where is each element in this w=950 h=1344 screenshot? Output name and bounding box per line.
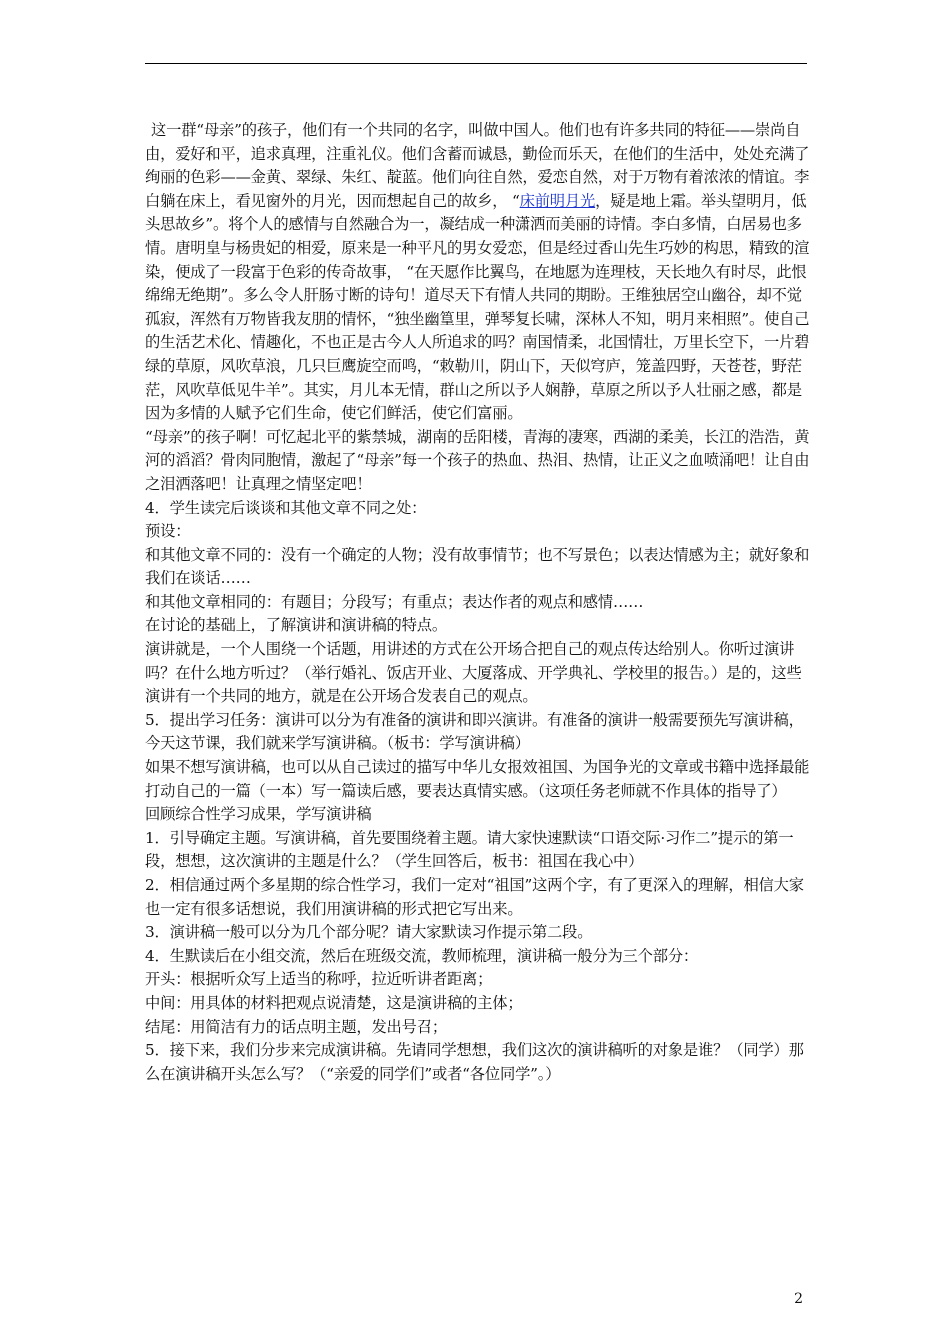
paragraph-text: ，疑是地上霜。举头望明月，低头思故乡”。将个人的感情与自然融合为一，凝结成一种潇洒而美丽的诗情。李白多情，白居易也多情。唐明皇与杨贵妃的相爱，原来是一种平凡的男女爱恋，但是经过香山先生巧妙的构思，精致的渲染，便成了一段富于色彩的传奇故事， “在天愿作比翼鸟，在地愿为连理枝，天长地久有时尽，此恨绵绵无绝期”。多么令人肝肠寸断的诗句！道尽天下有情人共同的期盼。王维独居空山幽谷，却不觉孤寂，浑然有万物皆我友朋的情怀，“独坐幽篁里，弹琴复长啸，深林人不知，明月来相照”。使自己的生活艺术化、情趣化，不也正是古今人人所追求的吗？南国情柔，北国情壮，万里长空下，一片碧绿的草原，风吹草浪，几只巨鹰旋空而鸣，“敕勒川，阴山下，天似穹庐，笼盖四野，天苍苍，野茫茫，风吹草低见牛羊”。其实，月儿本无情，群山之所以予人娴静，草原之所以予人壮丽之感，都是因为多情的人赋予它们生命，使它们鲜活，使它们富丽。 [145,191,810,423]
step-3-parts: 3．演讲稿一般可以分为几个部分呢？请大家默读习作提示第二段。 [145,923,593,942]
structure-opening: 开头：根据听众写上适当的称呼，拉近听讲者距离； [145,970,493,989]
alternative-task: 如果不想写演讲稿，也可以从自己读过的描写中华儿女报效祖国、为国争光的文章或书籍中选择最能打动自己的一篇（一本）写一篇读后感，要表达真情实感。（这项任务老师就不作具体的指导了） [145,758,810,800]
paragraph-mother-children: “母亲”的孩子啊！可忆起北平的紫禁城，湖南的岳阳楼，青海的凄寒，西湖的柔美，长江的浩浩，黄河的滔滔？骨肉同胞情，激起了“母亲”每一个孩子的热血、热泪、热情，让正义之血喷涌吧！让自由之泪洒落吧！让真理之情坚定吧！ [145,427,810,493]
structure-middle: 中间：用具体的材料把观点说清楚，这是演讲稿的主体； [145,993,523,1012]
speech-features: 在讨论的基础上，了解演讲和演讲稿的特点。 [145,616,447,635]
header-rule [145,63,807,64]
step-4-structure: 4．生默读后在小组交流，然后在班级交流，教师梳理，演讲稿一般分为三个部分： [145,946,699,965]
page-number: 2 [794,1291,803,1307]
preset-differences: 和其他文章不同的：没有一个确定的人物；没有故事情节；也不写景色；以表达情感为主；就好象和我们在谈话…… [145,545,810,588]
preset-label: 预设： [145,522,191,541]
step-2-understanding: 2．相信通过两个多星期的综合性学习，我们一定对“祖国”这两个字，有了更深入的理解，相信大家也一定有很多话想说，我们用演讲稿的形式把它写出来。 [145,876,804,918]
structure-ending: 结尾：用简洁有力的话点明主题，发出号召； [145,1017,447,1036]
poem-link[interactable]: 床前明月光 [519,191,596,210]
document-body [145,119,813,1086]
preset-similarities: 和其他文章相同的：有题目；分段写；有重点；表达作者的观点和感情…… [145,592,644,611]
paragraph-chinese-people [145,119,813,426]
section-heading: 回顾综合性学习成果，学写演讲稿 [145,805,372,824]
speech-definition: 演讲就是，一个人围绕一个话题，用讲述的方式在公开场合把自己的观点传达给别人。你听过演讲吗？在什么地方听过？（举行婚礼、饭店开业、大厦落成、开学典礼、学校里的报告。）是的，这些演讲有一个共同的地方，就是在公开场合发表自己的观点。 [145,640,802,706]
paragraph-text: 这一群“母亲”的孩子，他们有一个共同的名字，叫做中国人。他们也有许多共同的特征——崇尚自由，爱好和平，追求真理，注重礼仪。他们含蓄而诚恳，勤俭而乐天，在他们的生活中，处处充满了绚丽的色彩——金黄、翠绿、朱红、靛蓝。他们向往自然，爱恋自然，对于万物有着浓浓的情谊。李白躺在床上，看见窗外的月光，因而想起自己的故乡， “ [145,121,810,210]
step-4-discussion: 4．学生读完后谈谈和其他文章不同之处： [145,498,427,517]
step-1-theme: 1．引导确定主题。写演讲稿，首先要围绕着主题。请大家快速默读“口语交际·习作二”提示的第一段，想想，这次演讲的主题是什么？（学生回答后，板书：祖国在我心中） [145,828,794,871]
step-5-writing: 5．接下来，我们分步来完成演讲稿。先请同学想想，我们这次的演讲稿听的对象是谁？（同学）那么在演讲稿开头怎么写？（“亲爱的同学们”或者“各位同学”。） [145,1041,804,1083]
step-5-task: 5．提出学习任务：演讲可以分为有准备的演讲和即兴演讲。有准备的演讲一般需要预先写演讲稿，今天这节课，我们就来学写演讲稿。（板书：学写演讲稿） [145,710,804,753]
